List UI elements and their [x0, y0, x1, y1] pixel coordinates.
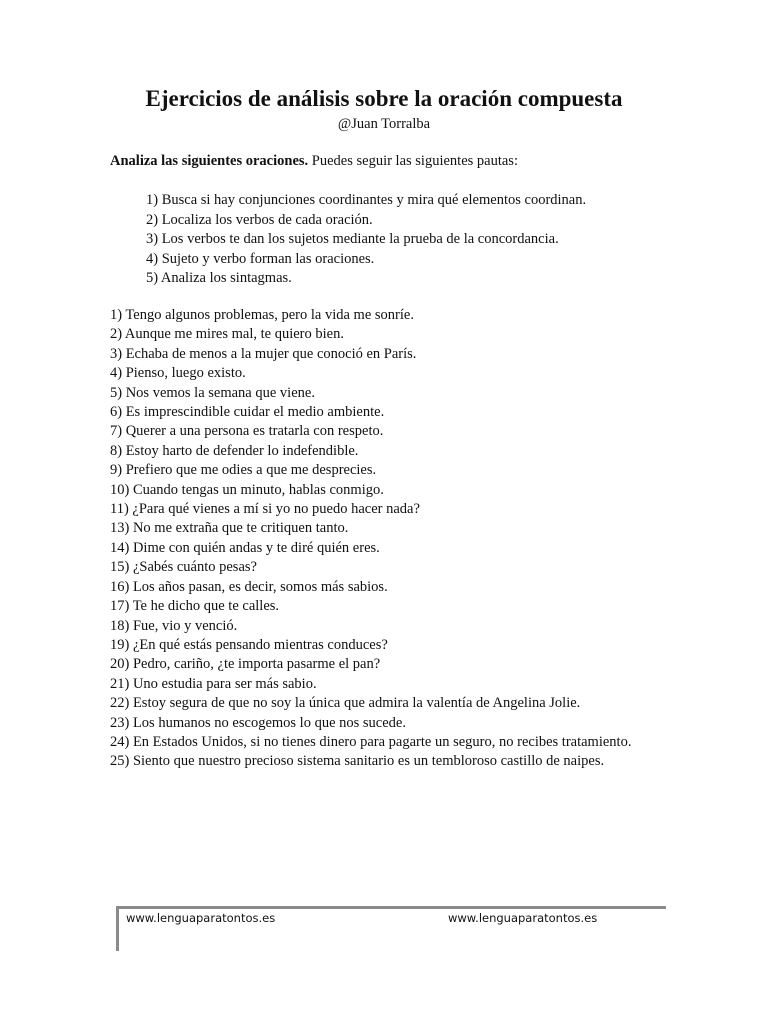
- footer-divider: [116, 906, 666, 909]
- sentence-item: 13) No me extraña que te critiquen tanto.: [110, 520, 349, 537]
- sentence-item: 10) Cuando tengas un minuto, hablas conmigo.: [110, 481, 384, 498]
- sentence-item: 24) En Estados Unidos, si no tienes dinero para pagarte un seguro, no recibes tratamiento.: [110, 733, 632, 750]
- sentence-item: 11) ¿Para qué vienes a mí si yo no puedo hacer nada?: [110, 501, 420, 518]
- sentences-list: [110, 306, 650, 772]
- step-item: 3) Los verbos te dan los sujetos mediante la prueba de la concordancia.: [146, 231, 559, 247]
- document-title: Ejercicios de análisis sobre la oración compuesta: [145, 86, 623, 111]
- instructions-bold: Analiza las siguientes oraciones.: [110, 153, 309, 169]
- sentence-item: 9) Prefiero que me odies a que me desprecies.: [110, 462, 377, 479]
- sentence-item: 2) Aunque me mires mal, te quiero bien.: [110, 326, 344, 343]
- sentence-item: 22) Estoy segura de que no soy la única que admira la valentía de Angelina Jolie.: [110, 695, 581, 712]
- sentence-item: 3) Echaba de menos a la mujer que conoció en París.: [110, 345, 417, 362]
- sentence-item: 7) Querer a una persona es tratarla con respeto.: [110, 423, 384, 440]
- sentence-item: 21) Uno estudia para ser más sabio.: [110, 675, 317, 692]
- sentence-item: 23) Los humanos no escogemos lo que nos sucede.: [110, 714, 406, 731]
- footer-vertical-divider: [116, 906, 119, 951]
- sentence-item: 20) Pedro, cariño, ¿te importa pasarme el pan?: [110, 656, 381, 673]
- sentence-item: 6) Es imprescindible cuidar el medio ambiente.: [110, 404, 385, 421]
- sentence-item: 19) ¿En qué estás pensando mientras conduces?: [110, 636, 388, 653]
- sentence-item: 18) Fue, vio y venció.: [110, 617, 238, 634]
- author-handle: @Juan Torralba: [337, 116, 431, 132]
- instructions-rest: Puedes seguir las siguientes pautas:: [308, 153, 518, 169]
- sentence-item: 4) Pienso, luego existo.: [110, 365, 246, 382]
- step-item: 4) Sujeto y verbo forman las oraciones.: [146, 250, 375, 267]
- sentence-item: 1) Tengo algunos problemas, pero la vida me sonríe.: [110, 307, 414, 323]
- footer-website-link-right[interactable]: www.lenguaparatontos.es: [448, 911, 598, 925]
- step-item: 1) Busca si hay conjunciones coordinantes y mira qué elementos coordinan.: [146, 192, 587, 208]
- sentence-item: 5) Nos vemos la semana que viene.: [110, 384, 315, 401]
- sentence-item: 14) Dime con quién andas y te diré quién eres.: [110, 539, 380, 556]
- step-item: 2) Localiza los verbos de cada oración.: [146, 211, 373, 228]
- sentence-item: 16) Los años pasan, es decir, somos más sabios.: [110, 578, 388, 595]
- footer-website-link-left[interactable]: www.lenguaparatontos.es: [126, 911, 276, 925]
- sentence-item: 15) ¿Sabés cuánto pesas?: [110, 559, 257, 576]
- step-item: 5) Analiza los sintagmas.: [146, 270, 292, 286]
- sentence-item: 25) Siento que nuestro precioso sistema sanitario es un tembloroso castillo de naipes.: [110, 753, 605, 770]
- instructions-paragraph: [110, 152, 518, 170]
- sentence-item: 17) Te he dicho que te calles.: [110, 598, 280, 615]
- sentence-item: 8) Estoy harto de defender lo indefendible.: [110, 442, 359, 459]
- steps-list: [146, 191, 586, 289]
